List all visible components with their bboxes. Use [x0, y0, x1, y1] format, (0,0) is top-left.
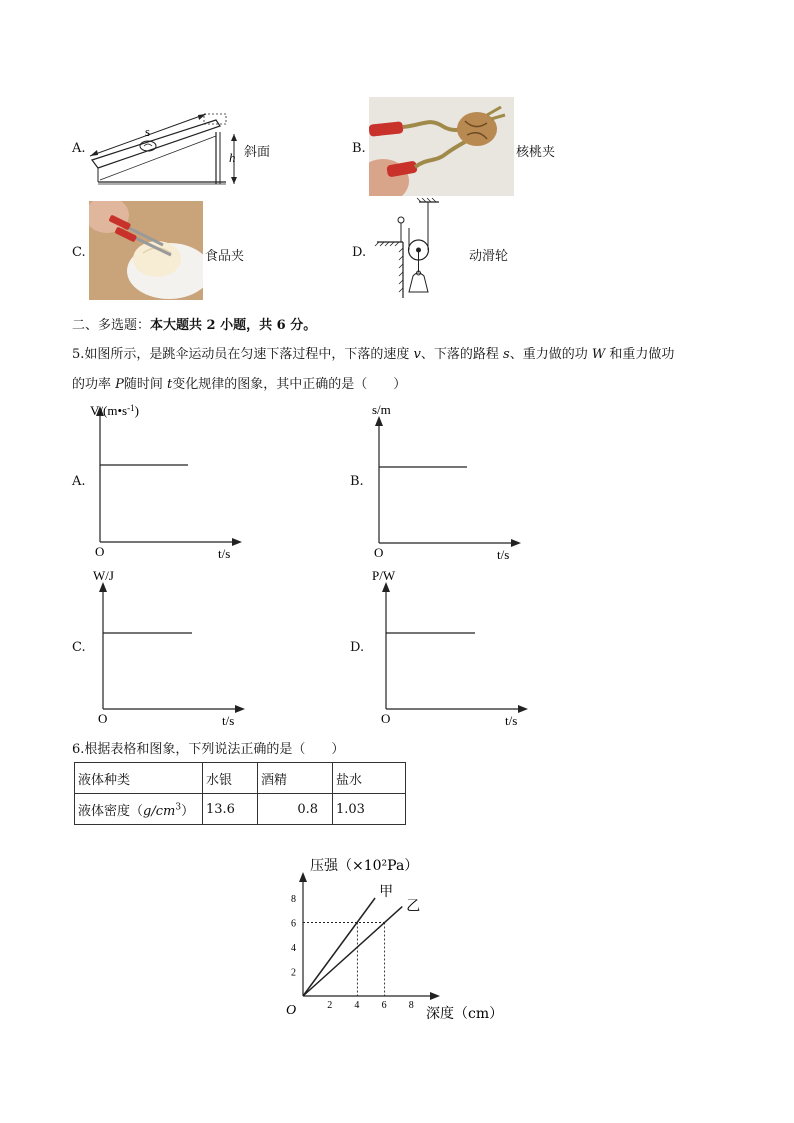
y-tick-label: 6 [291, 918, 296, 930]
graph-d-origin: O [381, 711, 391, 726]
graph-a-xlabel: t/s [218, 546, 231, 561]
graph-a-ylabel: $V/(m•s^{-1})$ [90, 403, 139, 418]
chart-origin: O [286, 1003, 297, 1018]
y-tick-label: 4 [291, 943, 296, 954]
chart-xlabel: 深度（cm） [426, 1006, 504, 1022]
q5-stem-line2 [72, 373, 406, 392]
graph-c-origin: O [98, 711, 108, 726]
option-c-caption: 食品夹 [205, 249, 245, 264]
x-tick-label: 4 [354, 1000, 360, 1011]
q5-text: 和重力做功 [605, 347, 675, 362]
graph-d-letter: D. [350, 640, 365, 655]
graph-a-origin: O [95, 544, 105, 559]
q5-var-t: t [167, 377, 173, 392]
q5-text: 变化规律的图象，其中正确的是（ ） [172, 377, 407, 392]
table-cell: 酒精 [258, 763, 333, 794]
q5-text: 5.如图所示，是跳伞运动员在匀速下落过程中，下落的速度 [72, 347, 414, 362]
chart-ylabel: 压强（×10²Pa） [310, 858, 419, 874]
graph-c-letter: C. [72, 640, 86, 655]
graph-d [372, 566, 536, 728]
option-d-letter: D. [352, 245, 367, 260]
table-cell: 1.03 [333, 794, 406, 825]
graph-b-origin: O [374, 545, 384, 560]
option-b-caption: 核桃夹 [516, 145, 556, 160]
table-cell: 0.8 [258, 794, 333, 825]
graph-b [369, 400, 529, 562]
graph-c [93, 566, 253, 728]
q5-var-s: s [503, 347, 510, 362]
table-row [75, 794, 406, 825]
option-b-letter: B. [352, 141, 366, 156]
table-cell: 盐水 [333, 763, 406, 794]
option-a-letter: A. [72, 141, 86, 156]
graph-d-xlabel: t/s [505, 713, 518, 728]
x-tick-label: 8 [408, 1000, 414, 1011]
section-heading [72, 314, 316, 333]
table-cell: 13.6 [203, 794, 258, 825]
x-tick-label: 2 [327, 1000, 333, 1011]
movable-pulley-diagram [369, 198, 469, 302]
q5-text: 随时间 [123, 377, 168, 392]
density-table [74, 762, 406, 825]
walnut-cracker-photo [369, 97, 514, 196]
table-cell: 液体密度$(g/cm^3)$ [75, 794, 203, 825]
q6-stem: 6.根据表格和图象，下列说法正确的是（ ） [72, 742, 345, 757]
q5-var-p: P [115, 377, 124, 392]
series-line-2 [303, 907, 402, 996]
y-tick-label: 2 [291, 967, 296, 979]
table-row [75, 763, 406, 794]
y-tick-label: 8 [291, 894, 296, 905]
graph-a-letter: A. [72, 474, 86, 489]
q5-var-w: W [591, 347, 606, 362]
graph-b-letter: B. [350, 474, 364, 489]
y-axis-arrow [299, 872, 307, 882]
q5-text: 、下落的路程 [420, 347, 504, 362]
q5-text: 、重力做的功 [509, 347, 592, 362]
h-label: h [229, 150, 236, 165]
q5-stem-line1 [72, 343, 674, 362]
series-line-1 [303, 898, 375, 996]
graph-b-xlabel: t/s [497, 547, 510, 562]
food-tongs-photo [89, 201, 203, 300]
graph-d-ylabel: P/W [372, 568, 396, 583]
incline-diagram [86, 112, 246, 192]
table-cell: 水银 [203, 763, 258, 794]
graph-c-xlabel: t/s [222, 713, 235, 728]
table-cell: 液体种类 [75, 763, 203, 794]
x-axis-arrow [430, 992, 440, 1000]
q5-var-v: v [413, 347, 421, 362]
series-label-1: 甲 [379, 884, 394, 900]
series-label-2: 乙 [406, 898, 421, 915]
pressure-depth-chart [270, 850, 530, 1030]
section-prefix: 二、多选题： [72, 318, 151, 333]
q5-text: 的功率 [72, 377, 116, 392]
option-c-letter: C. [72, 245, 86, 260]
graph-a [90, 400, 250, 562]
graph-c-ylabel: W/J [93, 568, 114, 583]
option-a-caption: 斜面 [244, 145, 271, 160]
option-d-caption: 动滑轮 [469, 249, 509, 264]
x-tick-label: 6 [381, 1000, 387, 1011]
s-label: s [145, 124, 151, 139]
section-bold: 本大题共 2 小题，共 6 分。 [150, 318, 317, 333]
graph-b-ylabel: s/m [372, 402, 391, 417]
